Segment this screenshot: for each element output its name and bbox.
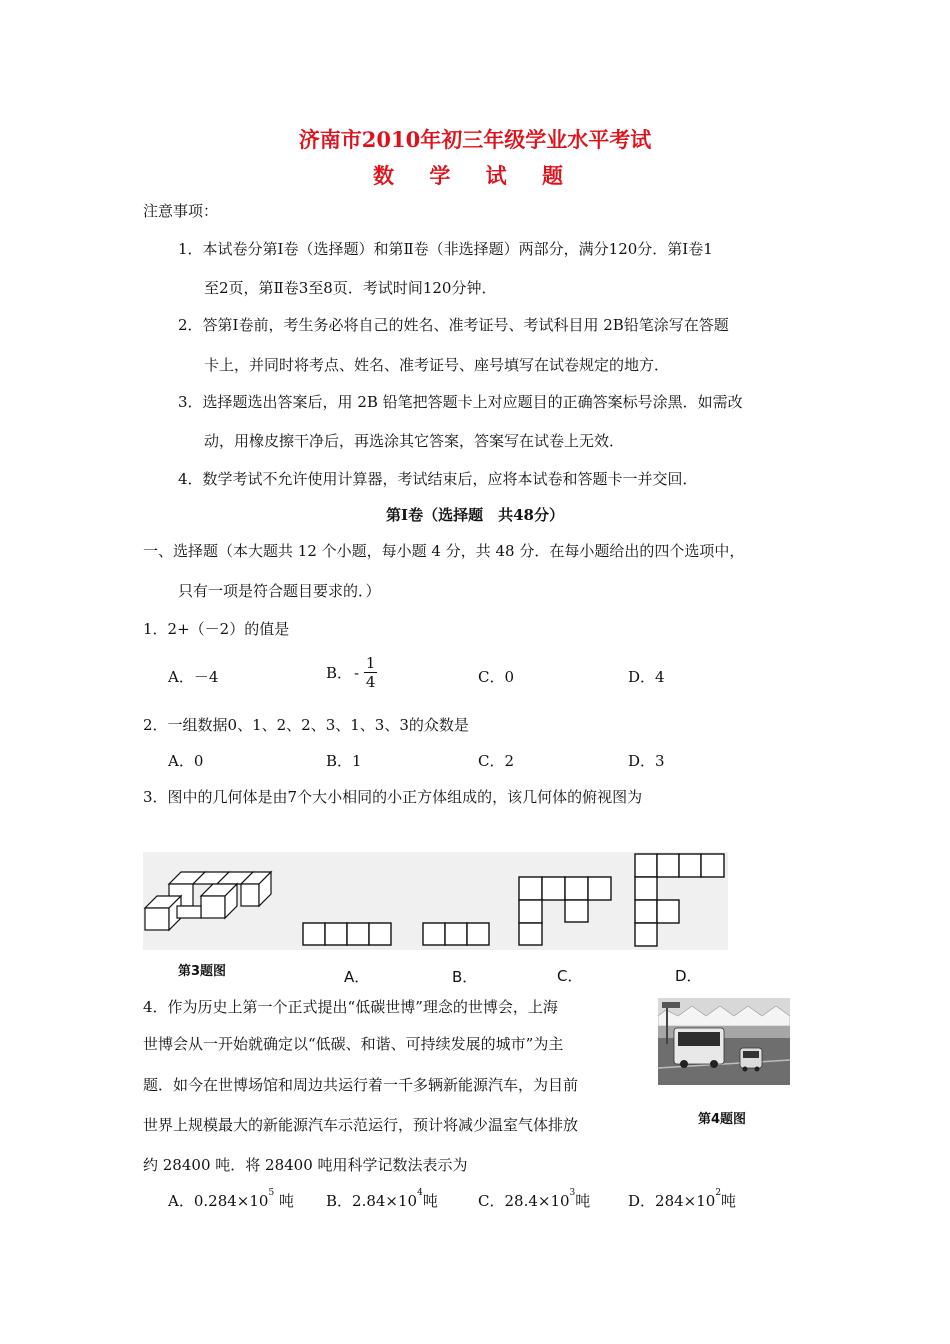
q4-option-c-exponent: 3 [569,1188,576,1198]
q3-option-b: B． [452,968,478,986]
q2-option-b: B．1 [326,752,362,770]
q4-option-d-exponent: 2 [715,1188,722,1198]
q4-option-a-unit: 吨 [274,1192,294,1210]
q3-solid-figure [143,868,275,932]
q1-option-b [326,654,377,691]
q3-option-a-figure [302,922,394,946]
q3-option-b-figure [422,922,492,946]
q1-option-b-sign: - [354,663,360,682]
q4-option-d [628,1190,736,1211]
q3-figure-caption: 第3题图 [178,964,227,979]
notice-item-2-line-2: 卡上，并同时将考点、姓名、准考证号、座号填写在试卷规定的地方． [204,356,670,374]
notice-item-4: 4．数学考试不允许使用计算器，考试结束后，应将本试卷和答题卡一并交回． [178,470,698,488]
q1-option-a: A．－4 [168,668,219,686]
q4-stem-line-5: 约 28400 吨．将 28400 吨用科学记数法表示为 [143,1156,468,1174]
exam-title: 济南市2010年初三年级学业水平考试 [298,127,652,152]
q2-stem: 2．一组数据0、1、2、2、3、1、3、3的众数是 [143,716,469,734]
q2-option-d: D．3 [628,752,665,770]
q4-stem-line-2: 世博会从一开始就确定以“低碳、和谐、可持续发展的城市”为主 [143,1035,564,1053]
q4-option-b [326,1190,438,1211]
notice-item-1-line-2: 至2页，第Ⅱ卷3至8页．考试时间120分钟． [204,279,497,297]
section-intro-line-1: 一、选择题（本大题共 12 个小题，每小题 4 分，共 48 分．在每小题给出的四个选项中， [143,542,745,560]
q4-option-a [168,1190,294,1211]
q1-fraction-numerator: 1 [365,654,376,672]
section-intro-line-2: 只有一项是符合题目要求的．） [178,582,381,600]
q4-option-c-unit: 吨 [575,1192,591,1210]
q1-option-b-prefix: B． [326,664,353,682]
q3-option-d: D． [675,967,702,985]
q4-stem-line-3: 题．如今在世博场馆和周边共运行着一千多辆新能源汽车，为目前 [143,1076,579,1094]
q4-option-b-base: B．2.84×10 [326,1192,418,1210]
q4-option-a-base: A．0.284×10 [168,1192,269,1210]
q2-option-a: A．0 [168,752,204,770]
q3-option-d-figure [634,853,726,947]
notice-item-3-line-1: 3．选择题选出答案后，用 2B 铅笔把答题卡上对应题目的正确答案标号涂黑．如需改 [178,393,743,411]
q4-figure-caption: 第4题图 [698,1112,747,1127]
q1-option-b-fraction [364,654,378,691]
q4-option-b-unit: 吨 [422,1192,438,1210]
q3-option-a: A． [344,968,370,986]
q4-expo-bus-photo [658,998,790,1085]
q3-option-c: C． [557,967,583,985]
q3-stem: 3．图中的几何体是由7个大小相同的小正方体组成的，该几何体的俯视图为 [143,788,643,806]
q1-option-c: C．0 [478,668,515,686]
notice-heading: 注意事项： [143,202,219,220]
q4-option-d-unit: 吨 [721,1192,737,1210]
q4-stem-line-4: 世界上规模最大的新能源汽车示范运行，预计将减少温室气体排放 [143,1116,579,1134]
q1-fraction-denominator: 4 [365,673,376,691]
q1-stem: 1．2+（－2）的值是 [143,620,290,638]
notice-item-1-line-1: 1．本试卷分第Ⅰ卷（选择题）和第Ⅱ卷（非选择题）两部分，满分120分．第Ⅰ卷1 [178,240,713,258]
q1-option-d: D．4 [628,668,665,686]
q4-option-a-exponent: 5 [268,1188,275,1198]
q4-option-d-base: D．284×10 [628,1192,716,1210]
exam-subtitle: 数 学 试 题 [373,163,577,188]
q4-option-b-exponent: 4 [417,1188,423,1198]
q2-option-c: C．2 [478,752,515,770]
q3-option-c-figure [518,876,612,946]
notice-item-2-line-1: 2．答第Ⅰ卷前，考生务必将自己的姓名、准考证号、考试科目用 2B铅笔涂写在答题 [178,316,729,334]
section-heading: 第Ⅰ卷（选择题 共48分） [386,506,564,524]
q4-option-c-base: C．28.4×10 [478,1192,570,1210]
q4-option-c [478,1190,590,1211]
notice-item-3-line-2: 动，用橡皮擦干净后，再选涂其它答案，答案写在试卷上无效． [204,432,625,450]
q4-stem-line-1: 4．作为历史上第一个正式提出“低碳世博”理念的世博会，上海 [143,998,558,1016]
